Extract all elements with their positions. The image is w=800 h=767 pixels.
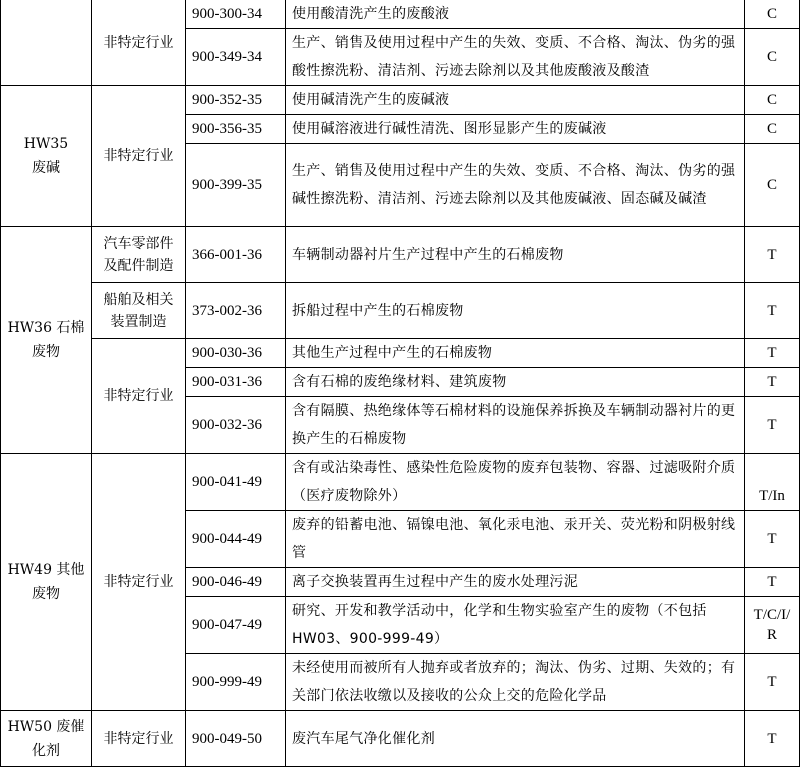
category-label: HW49 其他 废物 [7, 562, 85, 602]
waste-code: 900-999-49 [186, 654, 286, 711]
table-row [1, 454, 800, 511]
category-cell [1, 86, 92, 227]
waste-code: 900-049-50 [186, 711, 286, 767]
hazard-feature: T [745, 711, 800, 767]
hazard-feature: C [745, 29, 800, 86]
table-row [1, 227, 800, 283]
waste-description: 拆船过程中产生的石棉废物 [286, 283, 745, 339]
waste-description: 含有或沾染毒性、感染性危险废物的废弃包装物、容器、过滤吸附介质（医疗废物除外） [286, 454, 745, 511]
industry-label: 汽车零部件 及配件制造 [103, 235, 174, 274]
waste-description: 研究、开发和教学活动中，化学和生物实验室产生的废物（不包括HW03、900-999-49） [286, 597, 745, 654]
category-cell [1, 711, 92, 767]
industry-cell: 非特定行业 [92, 454, 186, 711]
waste-code: 900-030-36 [186, 339, 286, 368]
waste-description: 车辆制动器衬片生产过程中产生的石棉废物 [286, 227, 745, 283]
waste-description: 其他生产过程中产生的石棉废物 [286, 339, 745, 368]
waste-code: 900-031-36 [186, 368, 286, 397]
table-row [1, 339, 800, 368]
waste-code: 366-001-36 [186, 227, 286, 283]
hazard-feature: T [745, 397, 800, 454]
hazard-feature: T [745, 283, 800, 339]
industry-cell: 非特定行业 [92, 0, 186, 86]
category-cell [1, 227, 92, 454]
category-label: HW35 废碱 [23, 136, 69, 176]
waste-description: 废汽车尾气净化催化剂 [286, 711, 745, 767]
hazard-feature [745, 597, 800, 654]
waste-code: 900-399-35 [186, 144, 286, 227]
waste-code: 373-002-36 [186, 283, 286, 339]
hazard-feature-label: T/C/I/ R [753, 607, 791, 643]
industry-cell: 非特定行业 [92, 711, 186, 767]
waste-description: 含有石棉的废绝缘材料、建筑废物 [286, 368, 745, 397]
hazard-feature: C [745, 0, 800, 29]
waste-description: 废弃的铅蓄电池、镉镍电池、氧化汞电池、汞开关、荧光粉和阴极射线管 [286, 511, 745, 568]
hazard-feature: T/In [745, 454, 800, 511]
hazard-feature: T [745, 654, 800, 711]
hazard-feature: T [745, 227, 800, 283]
waste-code: 900-349-34 [186, 29, 286, 86]
table-row [1, 86, 800, 115]
waste-code: 900-041-49 [186, 454, 286, 511]
waste-description: 未经使用而被所有人抛弃或者放弃的；淘汰、伪劣、过期、失效的；有关部门依法收缴以及接收的公众上交的危险化学品 [286, 654, 745, 711]
hazard-feature: T [745, 511, 800, 568]
waste-code: 900-352-35 [186, 86, 286, 115]
industry-cell: 非特定行业 [92, 339, 186, 454]
industry-label: 船舶及相关 装置制造 [103, 291, 174, 330]
waste-code: 900-300-34 [186, 0, 286, 29]
waste-code: 900-032-36 [186, 397, 286, 454]
category-label: HW50 废催 化剂 [7, 718, 85, 759]
category-label: HW36 石棉 废物 [7, 320, 85, 360]
category-cell [1, 454, 92, 711]
waste-description: 使用酸清洗产生的废酸液 [286, 0, 745, 29]
waste-description: 含有隔膜、热绝缘体等石棉材料的设施保养拆换及车辆制动器衬片的更换产生的石棉废物 [286, 397, 745, 454]
hazard-feature: C [745, 115, 800, 144]
table-row [1, 711, 800, 767]
table-row [1, 283, 800, 339]
industry-cell [92, 283, 186, 339]
waste-code: 900-046-49 [186, 568, 286, 597]
waste-code: 900-047-49 [186, 597, 286, 654]
waste-description: 生产、销售及使用过程中产生的失效、变质、不合格、淘汰、伪劣的强酸性擦洗粉、清洁剂、污迹去除剂以及其他废酸液及酸渣 [286, 29, 745, 86]
waste-code: 900-044-49 [186, 511, 286, 568]
hazard-feature: T [745, 368, 800, 397]
category-cell [1, 0, 92, 86]
waste-description: 使用碱清洗产生的废碱液 [286, 86, 745, 115]
hazard-feature: T [745, 339, 800, 368]
waste-code: 900-356-35 [186, 115, 286, 144]
industry-cell [92, 227, 186, 283]
waste-description: 离子交换装置再生过程中产生的废水处理污泥 [286, 568, 745, 597]
hazard-feature: C [745, 86, 800, 115]
table-row [1, 0, 800, 29]
hazard-feature: T [745, 568, 800, 597]
waste-description: 生产、销售及使用过程中产生的失效、变质、不合格、淘汰、伪劣的强碱性擦洗粉、清洁剂、污迹去除剂以及其他废碱液、固态碱及碱渣 [286, 144, 745, 227]
industry-cell: 非特定行业 [92, 86, 186, 227]
waste-description: 使用碱溶液进行碱性清洗、图形显影产生的废碱液 [286, 115, 745, 144]
hazard-feature: C [745, 144, 800, 227]
